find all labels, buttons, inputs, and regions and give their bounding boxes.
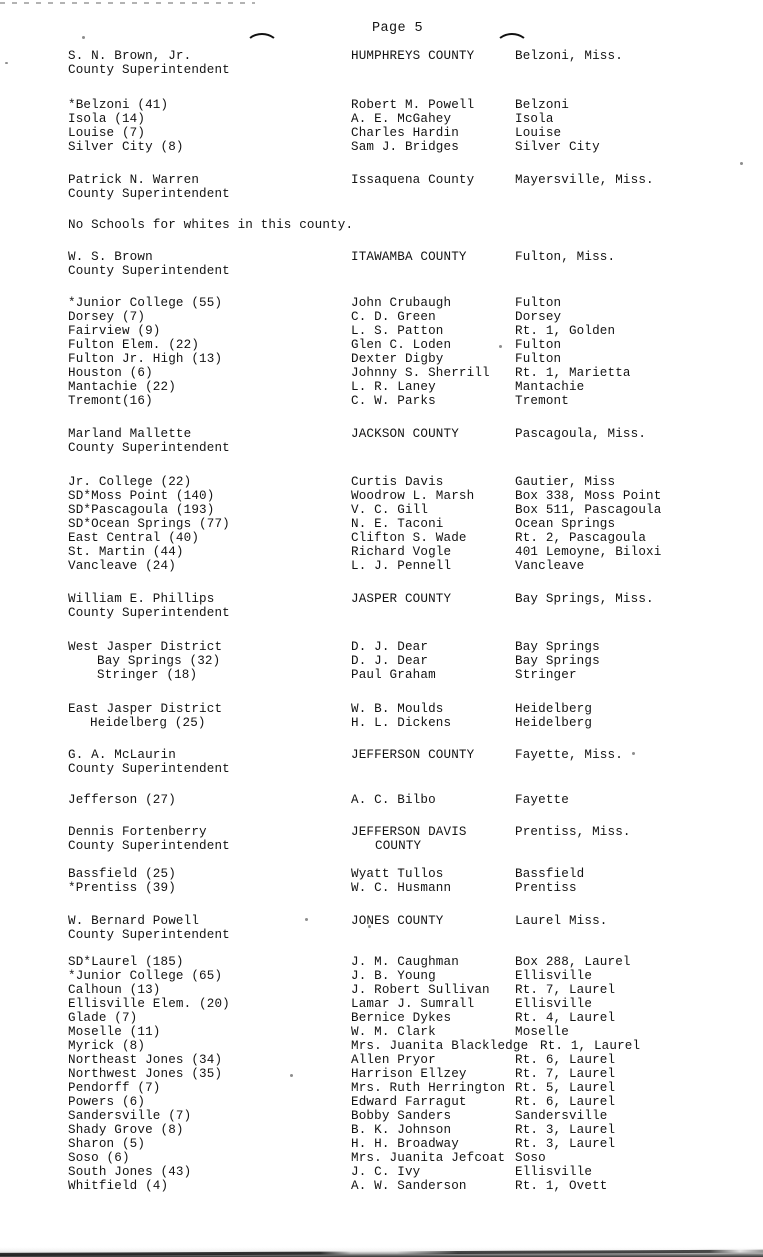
school-address: Rt. 1, Ovett [515, 1179, 608, 1193]
county-seat: Pascagoula, Miss. [515, 427, 647, 441]
school-name: Fulton Jr. High (13) [68, 352, 223, 366]
county-seat: Laurel Miss. [515, 914, 608, 928]
school-address: 401 Lemoyne, Biloxi [515, 545, 662, 559]
county-heading: Issaquena County [351, 173, 475, 187]
scan-speck [499, 345, 502, 348]
school-name: Jefferson (27) [68, 793, 176, 807]
superintendent-name: Patrick N. Warren [68, 173, 200, 187]
principal-name: Edward Farragut [351, 1095, 467, 1109]
principal-name: C. W. Parks [351, 394, 436, 408]
school-name: Soso (6) [68, 1151, 130, 1165]
superintendent-title: County Superintendent [68, 187, 230, 201]
county-heading-line2: COUNTY [375, 839, 422, 853]
county-seat: Prentiss, Miss. [515, 825, 631, 839]
school-name: Whitfield (4) [68, 1179, 169, 1193]
principal-name: L. R. Laney [351, 380, 436, 394]
county-heading: JASPER COUNTY [351, 592, 452, 606]
school-name: Sharon (5) [68, 1137, 146, 1151]
county-heading: JACKSON COUNTY [351, 427, 459, 441]
county-seat: Bay Springs, Miss. [515, 592, 654, 606]
principal-name: Robert M. Powell [351, 98, 475, 112]
school-address: Prentiss [515, 881, 577, 895]
school-name: SD*Pascagoula (193) [68, 503, 215, 517]
school-name: Silver City (8) [68, 140, 184, 154]
school-address: Box 288, Laurel [515, 955, 631, 969]
school-name: East Central (40) [68, 531, 200, 545]
scan-speck [740, 162, 743, 165]
pencil-arc-mark-left [245, 33, 279, 55]
school-address: Isola [515, 112, 554, 126]
school-address: Rt. 5, Laurel [515, 1081, 616, 1095]
school-address: Box 338, Moss Point [515, 489, 662, 503]
school-address: Heidelberg [515, 716, 593, 730]
principal-name: N. E. Taconi [351, 517, 444, 531]
county-heading: JEFFERSON COUNTY [351, 748, 475, 762]
principal-name: Mrs. Juanita Blackledge [351, 1039, 529, 1053]
scan-speck [5, 62, 8, 64]
superintendent-name: Dennis Fortenberry [68, 825, 207, 839]
county-seat: Belzoni, Miss. [515, 49, 623, 63]
school-address: Silver City [515, 140, 600, 154]
county-seat: Fayette, Miss. [515, 748, 623, 762]
district-heading: East Jasper District [68, 702, 223, 716]
school-address: Soso [515, 1151, 546, 1165]
school-name: SD*Laurel (185) [68, 955, 184, 969]
school-name: Heidelberg (25) [90, 716, 206, 730]
school-name: South Jones (43) [68, 1165, 192, 1179]
superintendent-title: County Superintendent [68, 839, 230, 853]
school-address: Sandersville [515, 1109, 608, 1123]
principal-name: L. J. Pennell [351, 559, 452, 573]
school-name: Fairview (9) [68, 324, 161, 338]
school-name: Myrick (8) [68, 1039, 146, 1053]
district-head-name: W. B. Moulds [351, 702, 444, 716]
scan-speck [290, 1074, 293, 1077]
principal-name: D. J. Dear [351, 654, 429, 668]
superintendent-name: G. A. McLaurin [68, 748, 176, 762]
school-address: Rt. 3, Laurel [515, 1137, 616, 1151]
county-seat: Mayersville, Miss. [515, 173, 654, 187]
superintendent-title: County Superintendent [68, 606, 230, 620]
school-address: Belzoni [515, 98, 569, 112]
school-name: Calhoun (13) [68, 983, 161, 997]
principal-name: B. K. Johnson [351, 1123, 452, 1137]
superintendent-title: County Superintendent [68, 928, 230, 942]
principal-name: Sam J. Bridges [351, 140, 459, 154]
school-address: Rt. 1, Golden [515, 324, 616, 338]
principal-name: H. L. Dickens [351, 716, 452, 730]
school-name: Fulton Elem. (22) [68, 338, 200, 352]
principal-name: Bobby Sanders [351, 1109, 452, 1123]
principal-name: Richard Vogle [351, 545, 452, 559]
school-address: Tremont [515, 394, 569, 408]
school-address: Box 511, Pascagoula [515, 503, 662, 517]
school-address: Moselle [515, 1025, 569, 1039]
principal-name: Glen C. Loden [351, 338, 452, 352]
principal-name: J. M. Caughman [351, 955, 459, 969]
school-address: Ocean Springs [515, 517, 616, 531]
school-address: Ellisville [515, 969, 593, 983]
school-address: Rt. 4, Laurel [515, 1011, 616, 1025]
school-name: Northeast Jones (34) [68, 1053, 223, 1067]
principal-name: Woodrow L. Marsh [351, 489, 475, 503]
principal-name: C. D. Green [351, 310, 436, 324]
county-heading: ITAWAMBA COUNTY [351, 250, 467, 264]
school-name: Moselle (11) [68, 1025, 161, 1039]
principal-name: J. C. Ivy [351, 1165, 421, 1179]
superintendent-name: William E. Phillips [68, 592, 215, 606]
school-name: *Junior College (55) [68, 296, 223, 310]
superintendent-title: County Superintendent [68, 762, 230, 776]
school-address: Rt. 1, Laurel [540, 1039, 641, 1053]
school-name: SD*Moss Point (140) [68, 489, 215, 503]
district-head-name: D. J. Dear [351, 640, 429, 654]
county-note: No Schools for whites in this county. [68, 218, 354, 232]
school-name: St. Martin (44) [68, 545, 184, 559]
school-address: Dorsey [515, 310, 562, 324]
principal-name: Wyatt Tullos [351, 867, 444, 881]
principal-name: Harrison Ellzey [351, 1067, 467, 1081]
school-address: Mantachie [515, 380, 585, 394]
school-address: Fayette [515, 793, 569, 807]
county-heading: JEFFERSON DAVIS [351, 825, 467, 839]
county-heading: HUMPHREYS COUNTY [351, 49, 475, 63]
superintendent-title: County Superintendent [68, 264, 230, 278]
school-name: SD*Ocean Springs (77) [68, 517, 230, 531]
school-address: Bay Springs [515, 654, 600, 668]
school-address: Vancleave [515, 559, 585, 573]
superintendent-name: Marland Mallette [68, 427, 192, 441]
principal-name: Lamar J. Sumrall [351, 997, 475, 1011]
principal-name: Clifton S. Wade [351, 531, 467, 545]
page-number: Page 5 [372, 21, 424, 36]
principal-name: W. M. Clark [351, 1025, 436, 1039]
principal-name: Paul Graham [351, 668, 436, 682]
district-head-address: Heidelberg [515, 702, 593, 716]
principal-name: Bernice Dykes [351, 1011, 452, 1025]
principal-name: V. C. Gill [351, 503, 429, 517]
principal-name: W. C. Husmann [351, 881, 452, 895]
principal-name: Charles Hardin [351, 126, 459, 140]
school-name: Northwest Jones (35) [68, 1067, 223, 1081]
school-address: Rt. 1, Marietta [515, 366, 631, 380]
scan-edge-top [0, 2, 255, 4]
school-name: Louise (7) [68, 126, 146, 140]
school-address: Stringer [515, 668, 577, 682]
school-address: Rt. 3, Laurel [515, 1123, 616, 1137]
school-name: *Prentiss (39) [68, 881, 176, 895]
school-address: Rt. 7, Laurel [515, 983, 616, 997]
school-address: Fulton [515, 296, 562, 310]
school-name: Bassfield (25) [68, 867, 176, 881]
principal-name: A. E. McGahey [351, 112, 452, 126]
scan-speck [305, 918, 308, 921]
principal-name: A. W. Sanderson [351, 1179, 467, 1193]
school-name: *Junior College (65) [68, 969, 223, 983]
principal-name: A. C. Bilbo [351, 793, 436, 807]
principal-name: Dexter Digby [351, 352, 444, 366]
principal-name: John Crubaugh [351, 296, 452, 310]
principal-name: H. H. Broadway [351, 1137, 459, 1151]
school-address: Rt. 6, Laurel [515, 1095, 616, 1109]
school-address: Gautier, Miss [515, 475, 616, 489]
principal-name: J. Robert Sullivan [351, 983, 490, 997]
county-seat: Fulton, Miss. [515, 250, 616, 264]
school-name: Stringer (18) [97, 668, 198, 682]
school-name: Isola (14) [68, 112, 146, 126]
district-head-address: Bay Springs [515, 640, 600, 654]
school-address: Fulton [515, 352, 562, 366]
school-address: Rt. 2, Pascagoula [515, 531, 647, 545]
principal-name: Curtis Davis [351, 475, 444, 489]
school-name: Houston (6) [68, 366, 153, 380]
school-address: Louise [515, 126, 562, 140]
principal-name: Mrs. Juanita Jefcoat [351, 1151, 506, 1165]
school-name: Pendorff (7) [68, 1081, 161, 1095]
principal-name: L. S. Patton [351, 324, 444, 338]
school-address: Bassfield [515, 867, 585, 881]
school-address: Rt. 7, Laurel [515, 1067, 616, 1081]
school-address: Ellisville [515, 1165, 593, 1179]
school-address: Fulton [515, 338, 562, 352]
school-name: Dorsey (7) [68, 310, 146, 324]
school-name: Ellisville Elem. (20) [68, 997, 230, 1011]
school-name: Bay Springs (32) [97, 654, 221, 668]
county-heading: JONES COUNTY [351, 914, 444, 928]
school-address: Ellisville [515, 997, 593, 1011]
school-name: *Belzoni (41) [68, 98, 169, 112]
school-address: Rt. 6, Laurel [515, 1053, 616, 1067]
school-name: Tremont(16) [68, 394, 153, 408]
school-name: Glade (7) [68, 1011, 138, 1025]
school-name: Jr. College (22) [68, 475, 192, 489]
principal-name: Mrs. Ruth Herrington [351, 1081, 506, 1095]
school-name: Shady Grove (8) [68, 1123, 184, 1137]
district-heading: West Jasper District [68, 640, 223, 654]
school-name: Mantachie (22) [68, 380, 176, 394]
principal-name: Allen Pryor [351, 1053, 436, 1067]
school-name: Powers (6) [68, 1095, 146, 1109]
superintendent-title: County Superintendent [68, 63, 230, 77]
superintendent-title: County Superintendent [68, 441, 230, 455]
principal-name: J. B. Young [351, 969, 436, 983]
school-name: Vancleave (24) [68, 559, 176, 573]
superintendent-name: W. Bernard Powell [68, 914, 200, 928]
scan-speck [82, 36, 85, 39]
superintendent-name: W. S. Brown [68, 250, 153, 264]
superintendent-name: S. N. Brown, Jr. [68, 49, 192, 63]
school-name: Sandersville (7) [68, 1109, 192, 1123]
principal-name: Johnny S. Sherrill [351, 366, 490, 380]
scan-speck [632, 752, 635, 755]
